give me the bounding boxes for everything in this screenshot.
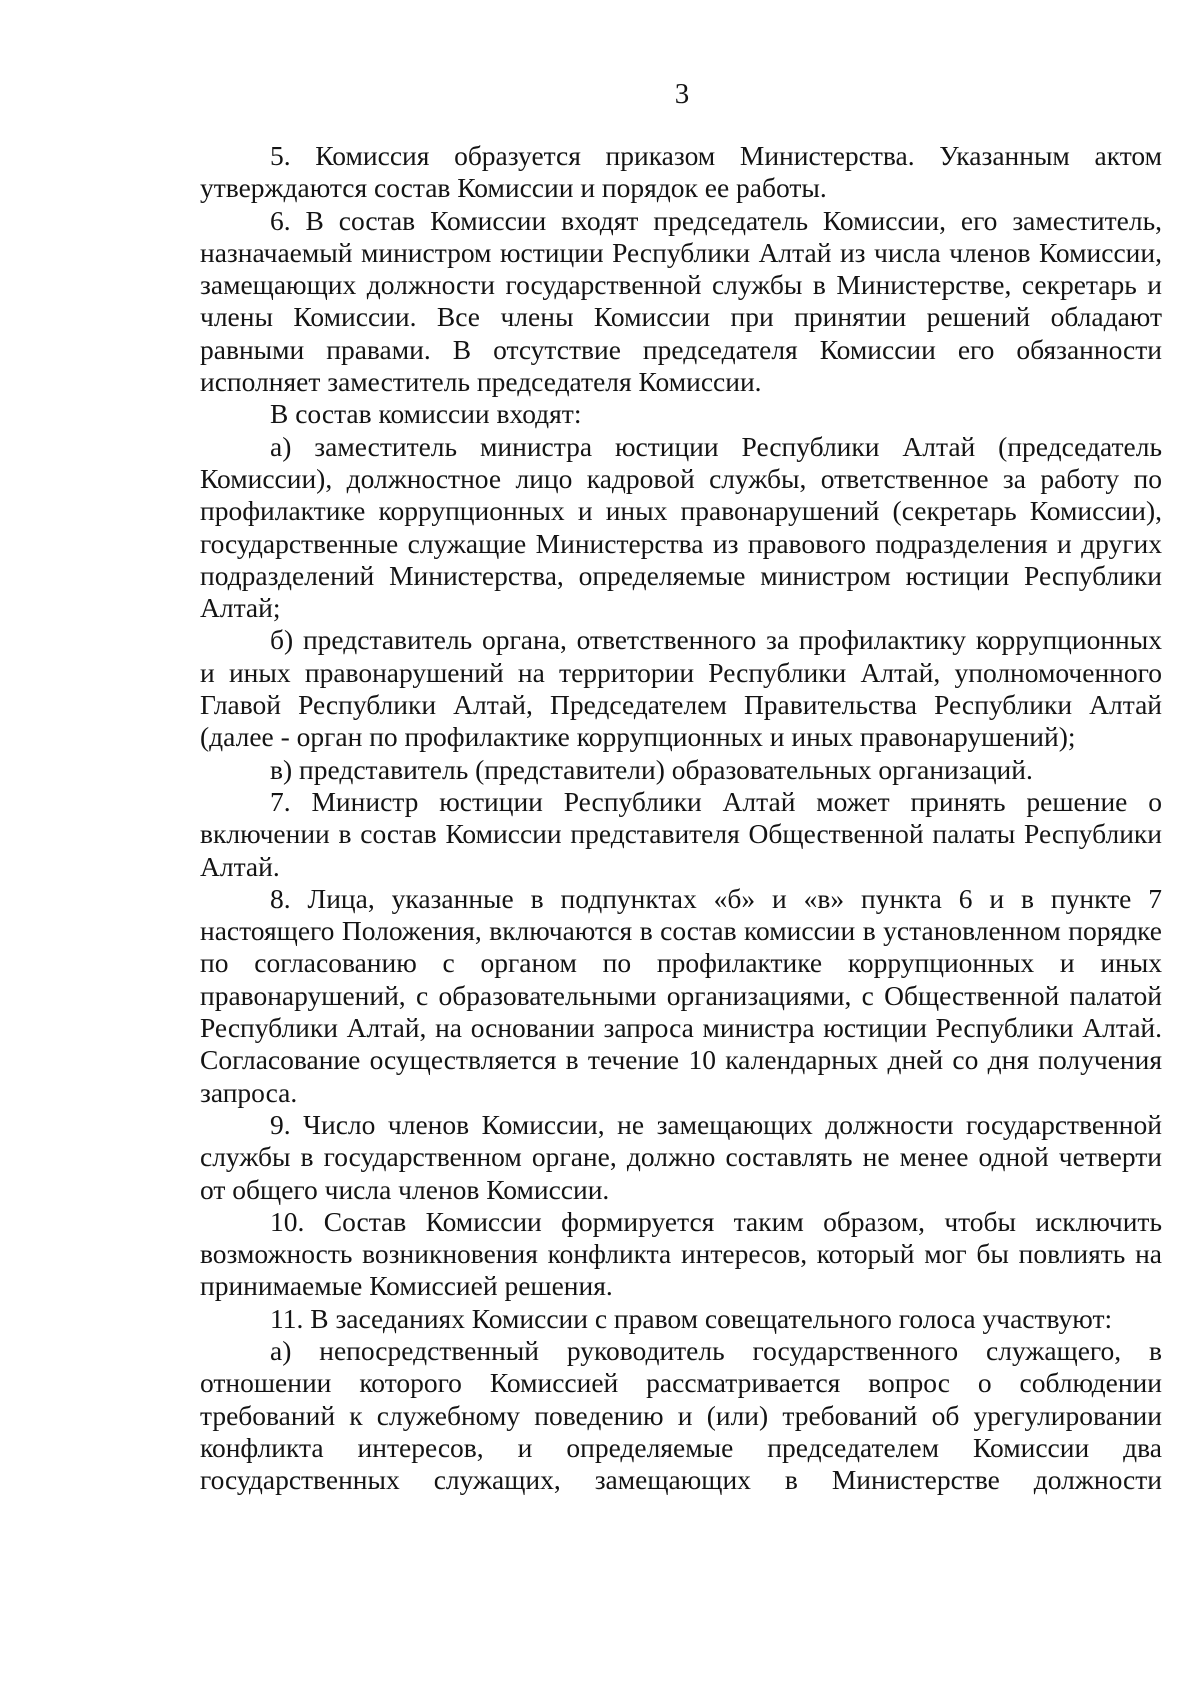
paragraph-10: 10. Состав Комиссии формируется таким образом, чтобы исключить возможность возникновения конфликта интересов, который мог бы повлиять на принимаемые Комиссией решения.: [200, 1205, 1162, 1302]
page-number: 3: [674, 78, 690, 110]
paragraph-11a: а) непосредственный руководитель государственного служащего, в отношении которого Комиссией рассматривается вопрос о соблюдении требований к служебному поведению и (или) требований об урегулировании конфликта интересов, и определяемые председателем Комиссии два государственных служащих, замещающих в Министерстве должности: [200, 1334, 1162, 1496]
paragraph-9: 9. Число членов Комиссии, не замещающих должности государственной службы в государственном органе, должно составлять не менее одной четверти от общего числа членов Комиссии.: [200, 1108, 1162, 1205]
paragraph-6b: б) представитель органа, ответственного за профилактику коррупционных и иных правонарушений на территории Республики Алтай, уполномоченного Главой Республики Алтай, Председателем Правительства Республики Алтай (далее - орган по профилактике коррупционных и иных правонарушений);: [200, 624, 1162, 753]
paragraph-6: 6. В состав Комиссии входят председатель Комиссии, его заместитель, назначаемый министром юстиции Республики Алтай из числа членов Комиссии, замещающих должности государственной службы в Министерстве, секретарь и члены Комиссии. Все члены Комиссии при принятии решений обладают равными правами. В отсутствие председателя Комиссии его обязанности исполняет заместитель председателя Комиссии.: [200, 204, 1162, 398]
paragraph-6v: в) представитель (представители) образовательных организаций.: [270, 753, 1033, 785]
paragraph-5: 5. Комиссия образуется приказом Министерства. Указанным актом утверждаются состав Комиссии и порядок ее работы.: [200, 140, 1162, 204]
paragraph-7: 7. Министр юстиции Республики Алтай может принять решение о включении в состав Комиссии представителя Общественной палаты Республики Алтай.: [200, 785, 1162, 882]
paragraph-commission-members-intro: В состав комиссии входят:: [270, 398, 582, 430]
paragraph-11: 11. В заседаниях Комиссии с правом совещательного голоса участвуют:: [270, 1302, 1113, 1334]
document-body: [200, 140, 1162, 1496]
paragraph-6a: а) заместитель министра юстиции Республики Алтай (председатель Комиссии), должностное лицо кадровой службы, ответственное за работу по профилактике коррупционных и иных правонарушений (секретарь Комиссии), государственные служащие Министерства из правового подразделения и других подразделений Министерства, определяемые министром юстиции Республики Алтай;: [200, 430, 1162, 624]
paragraph-8: 8. Лица, указанные в подпунктах «б» и «в» пункта 6 и в пункте 7 настоящего Положения, включаются в состав комиссии в установленном порядке по согласованию с органом по профилактике коррупционных и иных правонарушений, с образовательными организациями, с Общественной палатой Республики Алтай, на основании запроса министра юстиции Республики Алтай. Согласование осуществляется в течение 10 календарных дней со дня получения запроса.: [200, 882, 1162, 1108]
